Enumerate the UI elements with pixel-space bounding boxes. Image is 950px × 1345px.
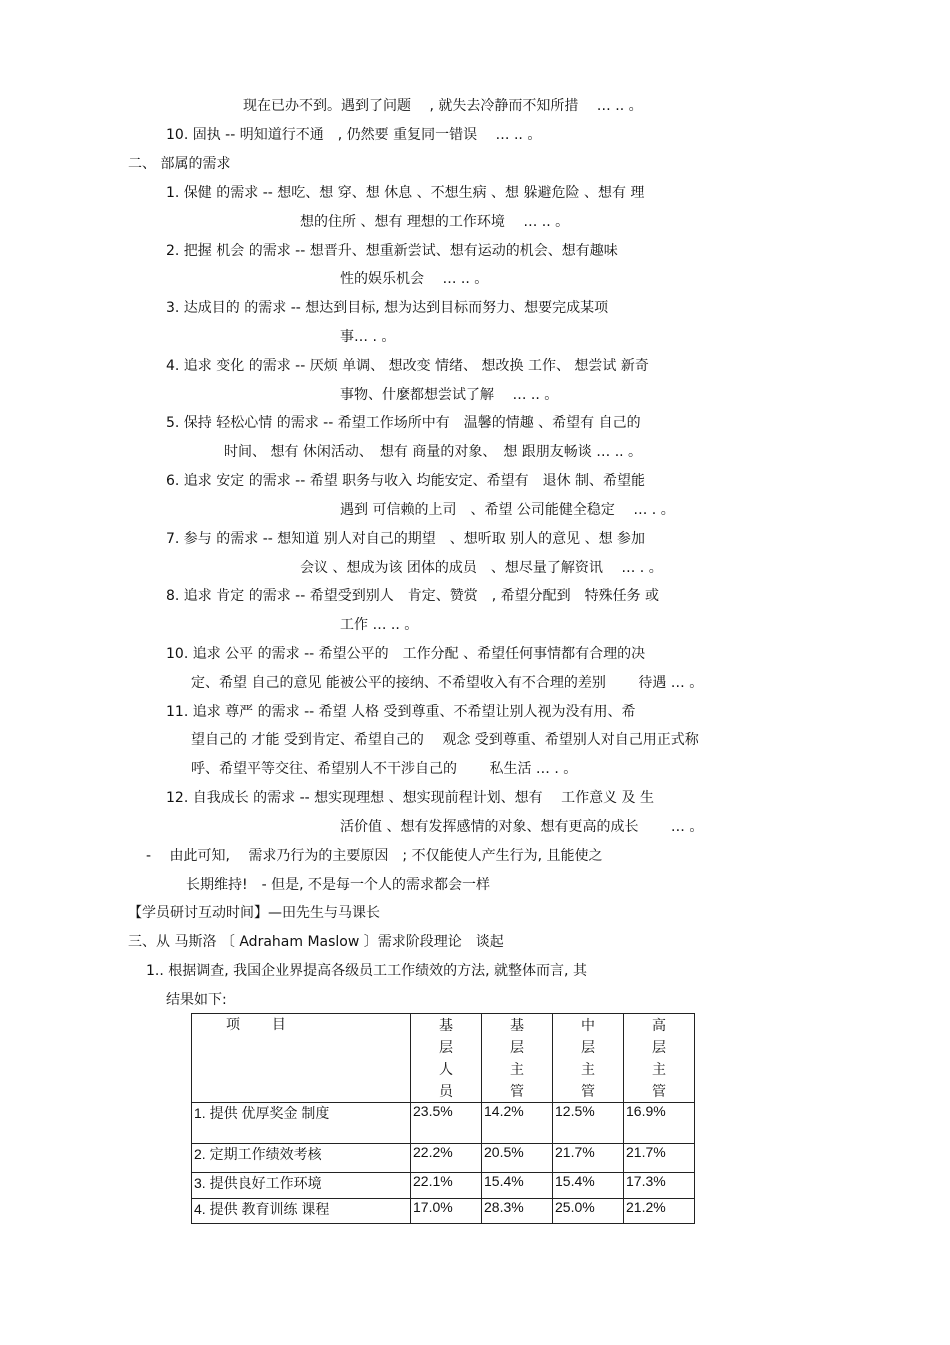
value-cell: 21.7% — [624, 1144, 695, 1173]
list-item-continuation: 性的娱乐机会 … .. 。 — [340, 271, 489, 287]
list-item-continuation: 会议 、想成为该 团体的成员 、想尽量了解资讯 … . 。 — [300, 560, 663, 576]
list-item-continuation: 想的住所 、想有 理想的工作环境 … .. 。 — [300, 214, 570, 230]
value-cell: 14.2% — [482, 1103, 553, 1144]
row-item-cell: 2. 定期工作绩效考核 — [192, 1144, 411, 1173]
value-cell: 20.5% — [482, 1144, 553, 1173]
table-row — [192, 1199, 695, 1224]
table-header-row — [192, 1014, 695, 1103]
list-item-continuation: 呼、希望平等交往、希望别人不干涉自己的 私生活 … . 。 — [191, 761, 578, 777]
header-cell-senior-manager: 高 层 主 管 — [624, 1014, 695, 1103]
header-item-cell: 项 目 — [192, 1014, 411, 1103]
list-item-continuation: 事… . 。 — [340, 329, 396, 345]
text-line: 现在已办不到。遇到了问题 , 就失去冷静而不知所措 … .. 。 — [243, 98, 643, 114]
list-item-continuation: 事物、什麼都想尝试了解 … .. 。 — [340, 387, 559, 403]
text-line: 10. 固执 -- 明知道行不通 , 仍然要 重复同一错误 … .. 。 — [166, 127, 542, 143]
value-cell: 25.0% — [553, 1199, 624, 1224]
discussion-heading: 【学员研讨互动时间】—田先生与马课长 — [128, 905, 380, 921]
value-cell: 23.5% — [411, 1103, 482, 1144]
value-cell: 22.2% — [411, 1144, 482, 1173]
value-cell: 16.9% — [624, 1103, 695, 1144]
table-row — [192, 1103, 695, 1144]
value-cell: 17.3% — [624, 1173, 695, 1199]
list-item-continuation: 遇到 可信赖的上司 、希望 公司能健全稳定 … . 。 — [340, 502, 675, 518]
list-item-continuation: 望自己的 才能 受到肯定、希望自己的 观念 受到尊重、希望别人对自己用正式称 — [191, 732, 699, 748]
section-heading: 三、从 马斯洛 〔 Adraham Maslow 〕需求阶段理论 谈起 — [128, 934, 504, 950]
list-item: 8. 追求 肯定 的需求 -- 希望受到别人 肯定、赞赏 , 希望分配到 特殊任务 或 — [166, 588, 660, 604]
list-item: 1. 保健 的需求 -- 想吃、想 穿、想 休息 、不想生病 、想 躲避危险 、想有 理 — [166, 185, 645, 201]
list-item: 12. 自我成长 的需求 -- 想实现理想 、想实现前程计划、想有 工作意义 及 生 — [166, 790, 654, 806]
table-row — [192, 1173, 695, 1199]
list-item: 4. 追求 变化 的需求 -- 厌烦 单调、 想改变 情绪、 想改换 工作、 想尝试 新奇 — [166, 358, 649, 374]
list-item: 7. 参与 的需求 -- 想知道 别人对自己的期望 、想听取 别人的意见 、想 参加 — [166, 531, 646, 547]
list-item: 2. 把握 机会 的需求 -- 想晋升、想重新尝试、想有运动的机会、想有趣味 — [166, 243, 618, 259]
list-item: 10. 追求 公平 的需求 -- 希望公平的 工作分配 、希望任何事情都有合理的决 — [166, 646, 646, 662]
list-item: 11. 追求 尊严 的需求 -- 希望 人格 受到尊重、不希望让别人视为没有用、希 — [166, 704, 636, 720]
header-cell-frontline-staff: 基 层 人 员 — [411, 1014, 482, 1103]
value-cell: 22.1% — [411, 1173, 482, 1199]
row-item-cell: 1. 提供 优厚奖金 制度 — [192, 1103, 411, 1144]
table-row — [192, 1144, 695, 1173]
header-cell-frontline-supervisor: 基 层 主 管 — [482, 1014, 553, 1103]
value-cell: 21.2% — [624, 1199, 695, 1224]
header-cell-middle-manager: 中 层 主 管 — [553, 1014, 624, 1103]
list-item-continuation: 工作 … .. 。 — [340, 617, 419, 633]
value-cell: 17.0% — [411, 1199, 482, 1224]
value-cell: 28.3% — [482, 1199, 553, 1224]
list-item: 6. 追求 安定 的需求 -- 希望 职务与收入 均能安定、希望有 退休 制、希望能 — [166, 473, 646, 489]
value-cell: 21.7% — [553, 1144, 624, 1173]
summary-line: 长期维持! - 但是, 不是每一个人的需求都会一样 — [186, 877, 491, 893]
summary-line: - 由此可知, 需求乃行为的主要原因 ; 不仅能使人产生行为, 且能使之 — [146, 848, 603, 864]
paragraph-line: 结果如下: — [166, 992, 227, 1008]
row-item-cell: 4. 提供 教育训练 课程 — [192, 1199, 411, 1224]
paragraph-line: 1.. 根据调查, 我国企业界提高各级员工工作绩效的方法, 就整体而言, 其 — [146, 963, 587, 979]
value-cell: 12.5% — [553, 1103, 624, 1144]
survey-results-table — [191, 1013, 695, 1224]
list-item: 5. 保持 轻松心情 的需求 -- 希望工作场所中有 温馨的情趣 、希望有 自己的 — [166, 415, 641, 431]
value-cell: 15.4% — [553, 1173, 624, 1199]
list-item: 3. 达成目的 的需求 -- 想达到目标, 想为达到目标而努力、想要完成某项 — [166, 300, 609, 316]
list-item-continuation: 定、希望 自己的意见 能被公平的接纳、不希望收入有不合理的差别 待遇 … 。 — [191, 675, 704, 691]
list-item-continuation: 活价值 、想有发挥感情的对象、想有更高的成长 … 。 — [340, 819, 704, 835]
value-cell: 15.4% — [482, 1173, 553, 1199]
row-item-cell: 3. 提供良好工作环境 — [192, 1173, 411, 1199]
section-heading: 二、 部属的需求 — [128, 156, 231, 172]
list-item-continuation: 时间、 想有 休闲活动、 想有 商量的对象、 想 跟朋友畅谈 … .. 。 — [224, 444, 643, 460]
